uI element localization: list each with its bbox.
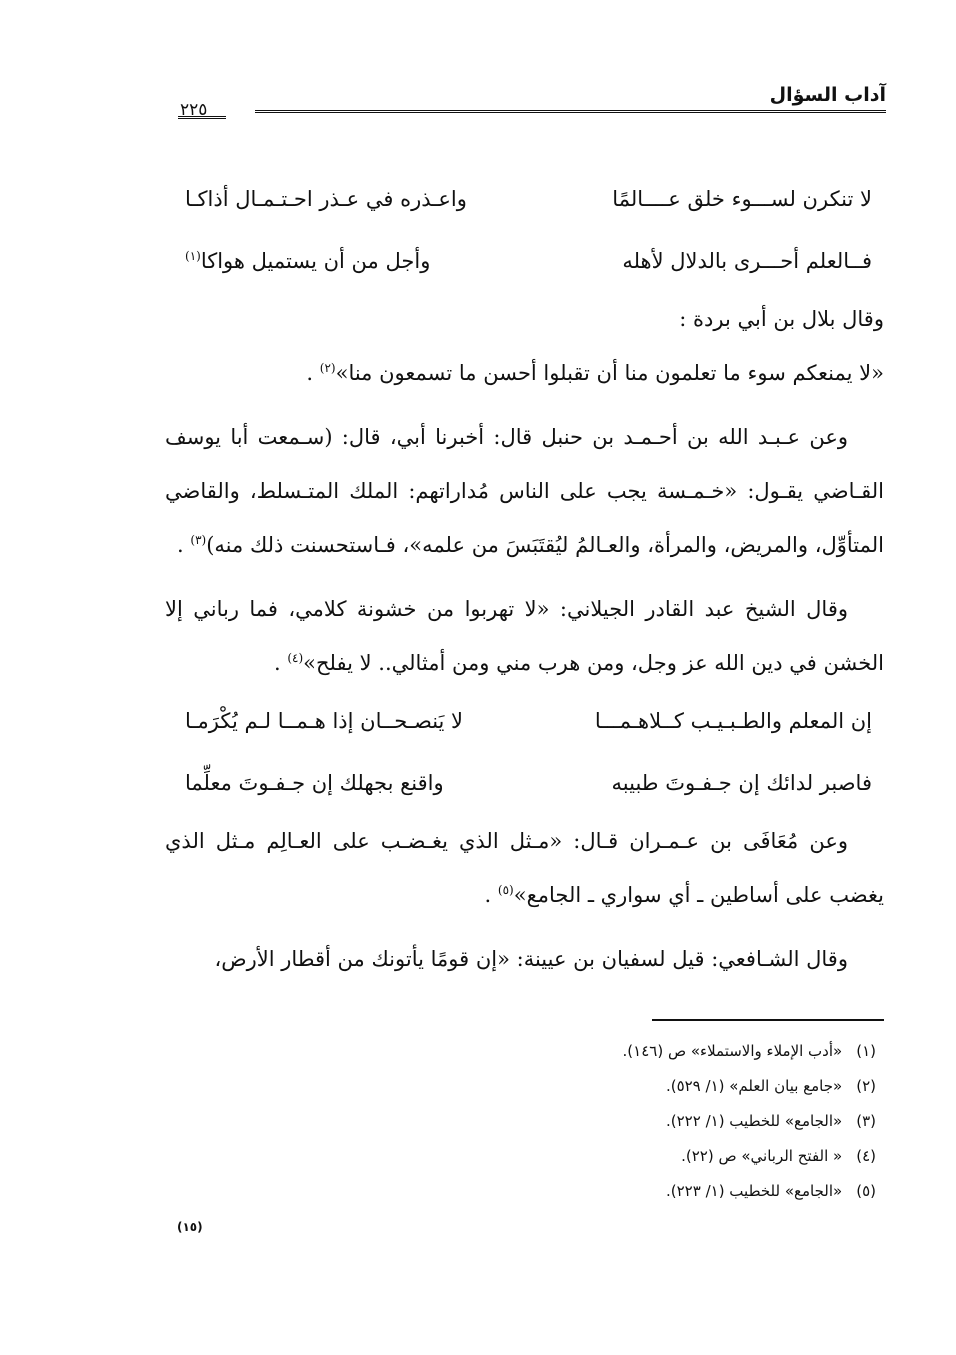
paragraph: وقال بلال بن أبي بردة :	[679, 307, 884, 331]
verse-hemistich-right: فــالعلم أحـــرى بالدلال لأهله	[622, 249, 872, 273]
page-number: ٢٢٥	[180, 100, 208, 120]
paragraph: وعن مُعَافَى بن عـمـران قـال: «مـثل الذي يغـضـب على العـالِم مـثل الذي يغضب على أساطين ـ أي سواري ـ الجامع»$^{(٥)}$ .	[165, 829, 884, 907]
footnote: (٥)«الجامع» للخطيب (١/ ٢٢٣).	[666, 1182, 876, 1200]
verse-hemistich-left: وأجل من أن يستميل هواكا$^{(١)}$	[185, 249, 431, 273]
verse-line	[165, 752, 884, 814]
header-title: آداب السؤال	[769, 84, 886, 106]
header-rule	[255, 110, 886, 113]
verse-hemistich-left: واقنع بجهلك إن جـفـوتَ معلِّما	[185, 771, 444, 795]
verse-line	[165, 690, 884, 752]
verse-line	[165, 230, 884, 292]
verse-hemistich-right: إن المعلم والطـبـيـب كــلاهـمـــا	[594, 709, 872, 733]
footnote: (١)«أدب الإملاء والاستملاء» ص (١٤٦).	[622, 1042, 876, 1060]
paragraph: وقال الشيخ عبد القادر الجيلاني: «لا تهربوا من خشونة كلامي، فما رباني إلا الخشن في دين الله عز وجل، ومن هرب مني ومن أمثالي.. لا يفلح»$^{(٤)}$ .	[165, 597, 884, 675]
footnotes	[200, 1034, 876, 1209]
running-header	[180, 84, 886, 124]
footnote-ref: (٥)	[497, 883, 514, 897]
verse-hemistich-left: واعـذره في عـذر احـتـمـال أذاكـا	[185, 187, 467, 211]
footnote-ref: (٣)	[190, 533, 207, 547]
verse-hemistich-right: فاصبر لدائك إن جـفـوتَ طبيبه	[611, 771, 872, 795]
footnote-ref: (٤)	[287, 651, 304, 665]
footnote: (٣)«الجامع» للخطيب (١/ ٢٢٢).	[666, 1112, 876, 1130]
paragraph-quote: «لا يمنعكم سوء ما تعلمون منا أن تقبلوا أحسن ما تسمعون منا»$^{(٢)}$ .	[306, 361, 884, 385]
footnote: (٤)« الفتح الرباني» ص (٢٢).	[681, 1147, 876, 1165]
paragraph: وقال الشـافعي: قيل لسفيان بن عيينة: «إن قومًا يأتونك من أقطار الأرض،	[214, 947, 848, 971]
verse-line	[165, 168, 884, 230]
footnote-separator	[652, 1019, 884, 1021]
footnote: (٢)«جامع بيان العلم» (١/ ٥٢٩).	[665, 1077, 876, 1095]
footnote-ref: (١)	[185, 249, 201, 263]
header-rule-short	[178, 116, 226, 119]
verse-hemistich-right: لا تنكرن لســـوء خلق عــــالمًا	[612, 187, 872, 211]
paragraph: وعن عـبـد الله بن أحـمـد بن حنبل قال: أخبرنا أبي، قال: (سـمعت أبا يوسف القـاضي يقـول: «خـمـسة يجب على الناس مُداراتهم: الملك المتـسلط، والقاضي المتأوِّل، والمريض، والمرأة، والعـالمُ ليُقتَبَسَ من علمه»، فـاستحسنت ذلك منه)$^{(٣)}$ .	[165, 425, 884, 557]
footnote-ref: (٢)	[319, 361, 336, 375]
verse-hemistich-left: لا يَنصـحــان إذا هـمــا لـم يُكْرَمـا	[185, 709, 464, 733]
main-text	[165, 168, 884, 986]
signature-mark: (١٥)	[177, 1220, 203, 1234]
